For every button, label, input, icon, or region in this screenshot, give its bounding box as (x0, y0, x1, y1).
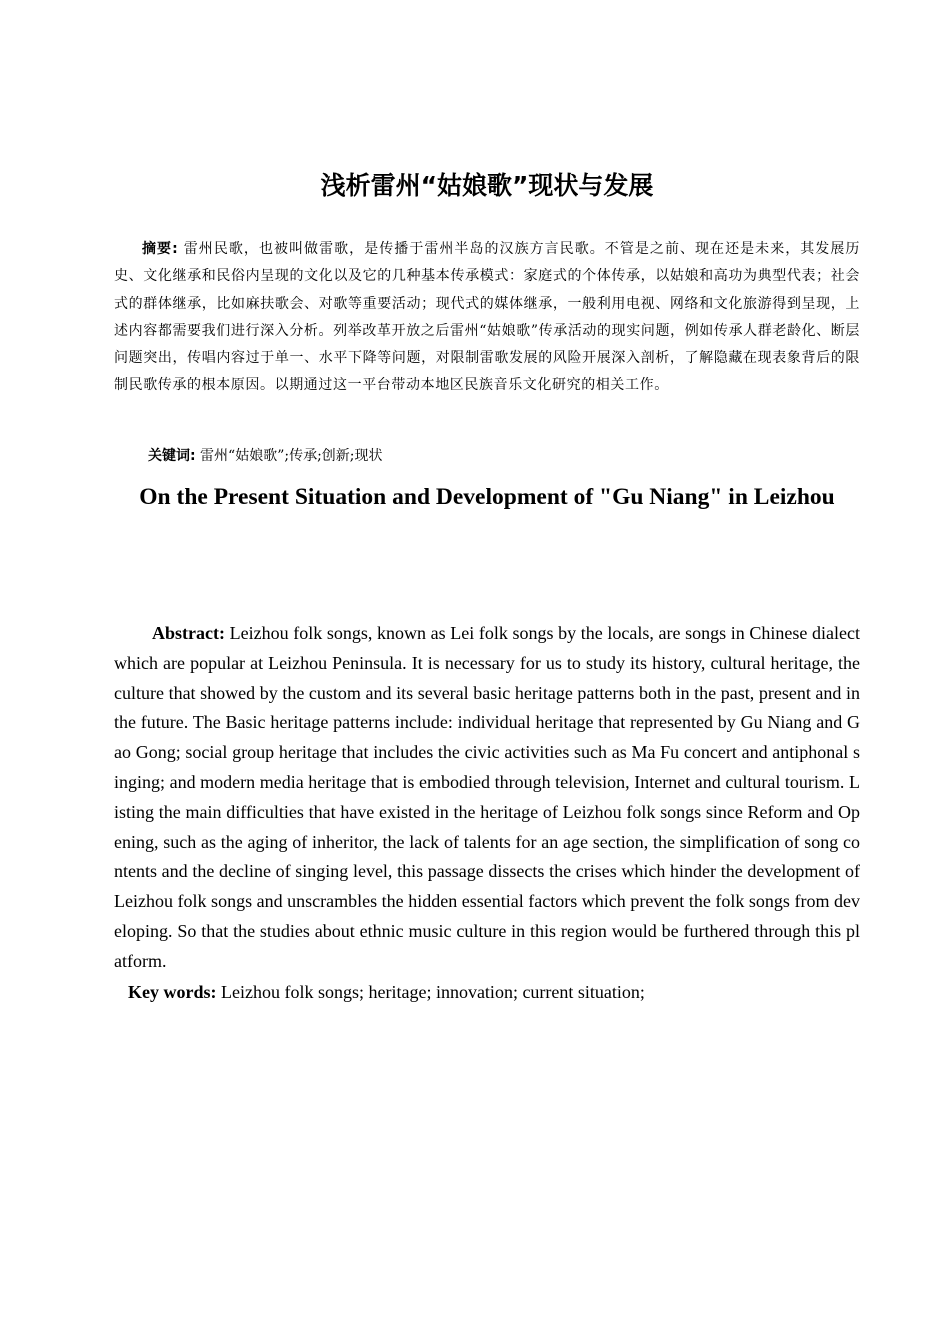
english-title: On the Present Situation and Development of "Gu Niang" in Leizhou (139, 484, 835, 510)
english-keywords-label: Key words: (128, 982, 217, 1002)
english-keywords (128, 978, 645, 1007)
chinese-keywords (148, 443, 383, 470)
chinese-abstract-label: 摘要: (142, 241, 179, 257)
english-keywords-text: Leizhou folk songs; heritage; innovation; current situation; (216, 982, 645, 1002)
chinese-title: 浅析雷州“姑娘歌”现状与发展 (320, 171, 654, 200)
chinese-keywords-text: 雷州“姑娘歌”;传承;创新;现状 (195, 448, 383, 464)
chinese-abstract (114, 236, 860, 400)
chinese-keywords-label: 关键词: (148, 448, 196, 464)
english-abstract-text: Leizhou folk songs, known as Lei folk songs by the locals, are songs in Chinese dialect which are popular at Leizhou Peninsula. It is necessary for us to study its history, cultural heritage, the culture that showed by the custom and its several basic heritage patterns both in the past, present and in the future. The Basic heritage patterns include: individual heritage that represented by Gu Niang and Gao Gong; social group heritage that includes the civic activities such as Ma Fu concert and antiphonal singing; and modern media heritage that is embodied through television, Internet and cultural tourism. Listing the main difficulties that have existed in the heritage of Leizhou folk songs since Reform and Opening, such as the aging of inheritor, the lack of talents for an age section, the simplification of song contents and the decline of singing level, this passage dissects the crises which hinder the development of Leizhou folk songs and unscrambles the hidden essential factors which prevent the folk songs from developing. So that the studies about ethnic music culture in this region would be furthered through this platform. (114, 623, 860, 971)
english-abstract-label: Abstract: (152, 623, 225, 643)
chinese-abstract-text: 雷州民歌，也被叫做雷歌，是传播于雷州半岛的汉族方言民歌。不管是之前、现在还是未来，其发展历史、文化继承和民俗内呈现的文化以及它的几种基本传承模式：家庭式的个体传承，以姑娘和高功为典型代表；社会式的群体继承，比如麻扶歌会、对歌等重要活动；现代式的媒体继承，一般利用电视、网络和文化旅游得到呈现，上述内容都需要我们进行深入分析。列举改革开放之后雷州“姑娘歌”传承活动的现实问题，例如传承人群老龄化、断层问题突出，传唱内容过于单一、水平下降等问题，对限制雷歌发展的风险开展深入剖析，了解隐藏在现表象背后的限制民歌传承的根本原因。以期通过这一平台带动本地区民族音乐文化研究的相关工作。 (114, 241, 860, 394)
english-abstract (114, 619, 860, 977)
